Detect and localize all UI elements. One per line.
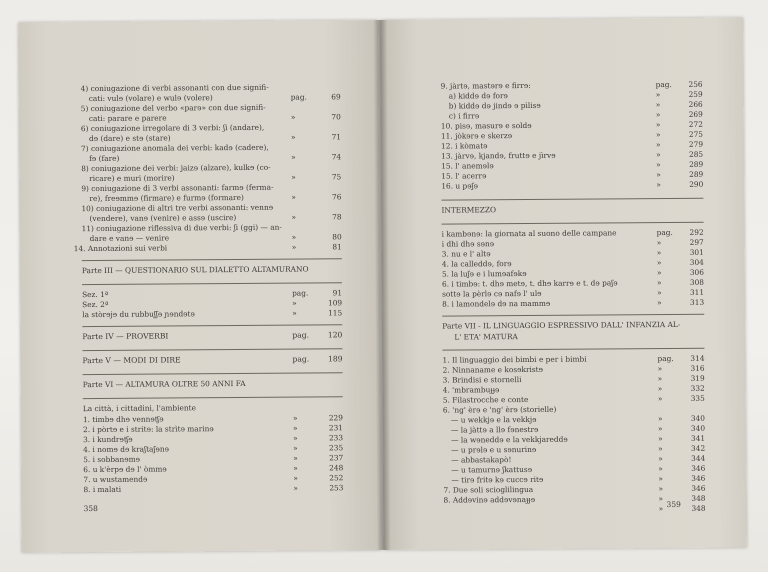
page-ref: 75 xyxy=(331,172,342,182)
page-label: » xyxy=(656,160,661,170)
page-number-right: 359 xyxy=(666,499,681,510)
entry-label: — u prɘlɘ e u sɘnurinɘ xyxy=(451,444,537,455)
page-ref: 340 xyxy=(690,413,705,423)
page-ref: 70 xyxy=(331,112,341,122)
parte-4-heading xyxy=(82,330,342,344)
page-label: pag. xyxy=(656,227,673,238)
divider xyxy=(442,314,704,317)
page-label: pag. xyxy=(657,353,674,364)
page-label: » xyxy=(658,504,664,514)
page-ref: 306 xyxy=(689,267,704,277)
left-toc xyxy=(73,82,344,495)
page-label: » xyxy=(655,130,661,140)
parte-7-title-line2: L' ETA' MATURA xyxy=(454,332,518,342)
page-label: » xyxy=(656,258,662,268)
page-label: » xyxy=(292,308,297,318)
page-ref: 266 xyxy=(688,99,703,109)
page-ref: 292 xyxy=(689,227,704,237)
page-ref: 342 xyxy=(691,443,706,453)
entry-label: dɘ (dare) e stɘ (stare) xyxy=(88,133,171,144)
entry-label: — abbastakapò! xyxy=(451,455,512,465)
right-page xyxy=(380,17,747,550)
entry-label: 8. i lamondelɘ dɘ na mammɘ xyxy=(442,298,551,309)
page-ref: 78 xyxy=(332,212,342,222)
divider xyxy=(442,222,704,225)
parte-3-list xyxy=(82,288,342,320)
page-label: » xyxy=(292,413,298,423)
page-ref: 332 xyxy=(690,383,705,393)
page-label: » xyxy=(656,238,662,248)
entry-label: 15. l' acerrɘ xyxy=(441,171,487,181)
toc-entry xyxy=(442,298,704,310)
page-label: » xyxy=(657,288,662,298)
page-label: » xyxy=(658,464,663,474)
entry-label: — la jàttɘ a llɘ fɘnestrɘ xyxy=(450,424,539,435)
entry-label: 6. 'ng' èrɘ e 'ng' èrɘ (storielle) xyxy=(442,404,557,415)
entry-label: 14. Annotazioni sui verbi xyxy=(73,243,168,254)
divider xyxy=(82,258,342,261)
page-label: » xyxy=(655,140,661,150)
entry-label: 9) coniugazione di 3 verbi assonanti: farmɘ (ferma- xyxy=(81,182,274,194)
entry-label: 3. nu e l' altɘ xyxy=(441,249,491,259)
parte-6-list xyxy=(83,413,344,495)
page-ref: 256 xyxy=(688,79,703,89)
page-ref: 233 xyxy=(328,433,344,443)
entry-label: 1. Il linguaggio dei bimbi e per i bimbi xyxy=(442,354,587,365)
entry-label: b) kiddɘ dɘ jindɘ ɘ pìlisɘ xyxy=(448,100,541,111)
page-label: » xyxy=(655,110,661,120)
page-ref: 91 xyxy=(332,288,343,298)
page-ref: 289 xyxy=(689,159,704,169)
parte-5-title: Parte V — MODI DI DIRE xyxy=(82,355,181,366)
entry-label: 4) coniugazione di verbi assonanti con due signifi- xyxy=(80,82,269,94)
page-label: » xyxy=(656,268,662,278)
entry-label: 4. i nomɘ dɘ kraʃtaʃɘnɘ xyxy=(83,444,169,455)
entry-label: 3. i kundrɘʧɘ xyxy=(83,434,133,445)
page-label: » xyxy=(655,90,661,100)
page-ref: 248 xyxy=(329,463,344,473)
page-label: » xyxy=(656,248,662,258)
entry-label: 8) coniugazione dei verbi: jaizɘ (alzare), kulkɘ (co- xyxy=(81,162,271,174)
page-ref: 314 xyxy=(690,353,705,363)
page-ref: 313 xyxy=(689,297,705,307)
page-label: » xyxy=(658,444,663,454)
entry-label: 11. jòkɘrɘ e skerzɘ xyxy=(440,131,513,141)
page-ref: 235 xyxy=(328,443,344,453)
page-label: pag. xyxy=(292,354,310,364)
page-ref: 344 xyxy=(691,453,706,463)
page-ref: 69 xyxy=(331,92,341,102)
page-label: » xyxy=(293,483,298,493)
entry-label: 7. Due soli scioglilingua xyxy=(443,484,534,495)
page-ref: 289 xyxy=(689,169,704,179)
entry-label: ricare) e muri (morire) xyxy=(89,173,175,184)
entry-label: 1. timbɘ dhɘ vennɘʧɘ xyxy=(82,414,164,425)
entry-label: 8. i malati xyxy=(83,484,122,495)
page-ref: 279 xyxy=(688,139,704,149)
entry-label: 5) coniugazione del verbo «parɘ» con due signifi- xyxy=(80,102,266,114)
page-ref: 71 xyxy=(331,132,341,142)
toc-entry xyxy=(441,180,703,192)
entry-label: 7. u wustamendɘ xyxy=(83,474,148,485)
parte-6-continued-list xyxy=(441,80,704,192)
page-label: » xyxy=(657,374,663,384)
entry-label: c) i firrɘ xyxy=(448,111,480,121)
entry-label: 10. pisɘ, masurɘ e soldɘ xyxy=(440,120,532,131)
divider xyxy=(441,198,703,201)
page-ref: 237 xyxy=(329,453,344,463)
page-label: pag. xyxy=(290,92,307,102)
divider xyxy=(82,324,342,327)
toc-entry xyxy=(73,242,342,254)
parte-7-title-line1: Parte VII - IL LINGUAGGIO ESPRESSIVO DALL' INFANZIA AL- xyxy=(442,319,681,331)
page-label: pag. xyxy=(655,79,672,90)
page-ref: 74 xyxy=(331,152,342,162)
page-ref: 346 xyxy=(691,463,706,473)
page-ref: 290 xyxy=(689,179,704,189)
page-label: » xyxy=(293,463,298,473)
entry-label: 6. u k'èrpɘ dɘ l' òmmɘ xyxy=(83,464,167,475)
page-label: » xyxy=(658,494,664,504)
entry-label: Sez. 1ª xyxy=(82,289,109,300)
page-ref: 189 xyxy=(327,354,343,364)
page-ref: 275 xyxy=(688,129,703,139)
divider xyxy=(82,282,342,285)
divider xyxy=(83,372,343,375)
page-ref: 115 xyxy=(328,308,343,318)
page-label: » xyxy=(291,212,297,222)
toc-entry xyxy=(82,308,342,320)
entry-label: 2. Ninnaname e kosɘkristɘ xyxy=(442,364,544,375)
page-ref: 109 xyxy=(327,298,343,308)
page-ref: 231 xyxy=(328,423,344,433)
page-ref: 253 xyxy=(329,483,344,493)
page-label: » xyxy=(293,473,298,483)
entry-label: i kambɘnɘ: la giornata al suono delle campane xyxy=(441,228,617,239)
page-label: » xyxy=(658,454,663,464)
entry-label: 11) coniugazione riflessiva di due verbi: ʃi (ggi) — an- xyxy=(81,222,282,234)
entry-label: 9. jàrtɘ, mastɘrɘ e firrɘ: xyxy=(440,80,531,91)
entry-label: 6) coniugazione irregolare di 3 verbi: ʃi (andare), xyxy=(80,122,265,134)
entry-label: — u tamurnɘ ʃkattusɘ xyxy=(451,464,533,475)
page-label: » xyxy=(657,414,663,424)
entry-label: re), freɘmmɘ (firmare) e furmɘ (formare) xyxy=(89,192,244,204)
entry-label: 5. i sobbanɘmɘ xyxy=(83,454,140,465)
entry-label: — tirɘ fritɘ kɘ cuccɘ ritɘ xyxy=(451,474,544,485)
page-label: » xyxy=(657,364,663,374)
page-label: » xyxy=(656,180,661,190)
entry-label: dare e vanɘ — venire xyxy=(89,233,170,244)
page-label: » xyxy=(658,474,663,484)
entry-label: 12. i kòmatɘ xyxy=(441,141,488,151)
entry-label: cati: vulɘ (volare) e wulɘ (volere) xyxy=(88,93,213,104)
page-label: pag. xyxy=(292,288,309,298)
left-page xyxy=(18,20,382,553)
right-toc xyxy=(441,80,706,516)
page-ref: 348 xyxy=(691,503,706,513)
entry-label: 15. l' anemɘlɘ xyxy=(441,161,494,171)
entry-label: Sez. 2ª xyxy=(82,299,109,310)
page-ref: 259 xyxy=(688,89,703,99)
open-book xyxy=(18,17,747,552)
page-label: » xyxy=(658,434,663,444)
page-label: » xyxy=(658,484,663,494)
page-label: » xyxy=(656,170,661,180)
entry-label: i dhi dhɘ sɘnɘ xyxy=(441,239,495,249)
page-ref: 252 xyxy=(329,473,344,483)
page-ref: 76 xyxy=(331,192,342,202)
entry-label: 6. i timbɘ: t. dhɘ metɘ, t. dhɘ karrɘ e t. dɘ paʃɘ xyxy=(441,278,618,289)
parte-3-title: Parte III — QUESTIONARIO SUL DIALETTO ALTAMURANO xyxy=(81,264,309,276)
parte-5-heading xyxy=(82,354,342,368)
entry-label: sottɘ la pèrlɘ cɘ nafɘ l' ulɘ xyxy=(442,288,542,299)
page-ref: 269 xyxy=(688,109,703,119)
page-number-left: 358 xyxy=(83,503,98,514)
entry-label: — u wekkjɘ e la vekkjɘ xyxy=(450,414,537,425)
verb-conjugation-list xyxy=(73,82,342,254)
divider xyxy=(83,396,343,399)
intermezzo-list xyxy=(442,228,705,310)
parte-6-subtitle: La città, i cittadini, l'ambiente xyxy=(82,403,196,414)
page-ref: 272 xyxy=(688,119,703,129)
page-ref: 341 xyxy=(690,433,706,443)
page-label: » xyxy=(657,298,662,308)
page-label: » xyxy=(293,453,298,463)
page-ref: 229 xyxy=(328,413,343,423)
parte-4-title: Parte IV — PROVERBI xyxy=(82,331,169,342)
entry-label: 3. Brindisi e stornelli xyxy=(442,375,522,385)
divider xyxy=(82,348,342,351)
page-ref: 311 xyxy=(689,287,705,297)
page-label: » xyxy=(291,172,296,182)
page-ref: 335 xyxy=(690,393,705,403)
page-label: » xyxy=(291,242,297,252)
entry-label: cati: parare e parere xyxy=(88,113,167,124)
entry-label: (vendere), vanɘ (venire) e assɘ (uscire) xyxy=(89,213,237,224)
entry-label: 7) coniugazione anomala dei verbi: kadɘ (cadere), xyxy=(81,142,269,154)
page-label: » xyxy=(293,443,298,453)
page-ref: 285 xyxy=(688,149,704,159)
entry-label: 4. 'mbrambuɟɟɘ xyxy=(442,385,500,395)
page-ref: 346 xyxy=(691,473,706,483)
page-ref: 120 xyxy=(327,330,343,340)
entry-label: 4. la calleddɘ, forɘ xyxy=(441,259,512,269)
toc-entry xyxy=(83,483,343,495)
entry-label: 10) coniugazione di altri tre verbi assonanti: vennɘ xyxy=(81,202,274,214)
entry-label: 5. Filastrocche e conte xyxy=(442,394,529,405)
entry-label: 8. Addɘvinɘ addɘvɘnaɟɟɘ xyxy=(443,494,536,505)
page-label: » xyxy=(291,232,297,242)
entry-label: — la wɘneddɘ e la vekkjareddɘ xyxy=(451,434,568,445)
page-ref: 80 xyxy=(332,232,342,242)
entry-label: a) kiddɘ dɘ forɘ xyxy=(448,91,508,101)
entry-label: fɘ (fare) xyxy=(89,153,120,164)
divider xyxy=(442,348,704,351)
page-ref: 319 xyxy=(690,373,705,383)
page-ref: 348 xyxy=(691,493,706,503)
intermezzo-title: INTERMEZZO xyxy=(441,205,497,215)
page-label: » xyxy=(293,433,298,443)
parte-6-title: Parte VI — ALTAMURA OLTRE 50 ANNI FA xyxy=(82,378,246,390)
page-ref: 301 xyxy=(689,247,704,257)
page-ref: 346 xyxy=(691,483,706,493)
page-ref: 340 xyxy=(690,423,706,433)
page-label: » xyxy=(657,384,663,394)
page-label: » xyxy=(656,150,661,160)
entry-label: la stòrɘjɘ du rubbuʃʃɘ ɲɘndɘtɘ xyxy=(82,309,195,320)
page-label: pag. xyxy=(292,330,310,340)
entry-label: 2. i pòrtɘ e i stritɘ: la strìtɘ marinɘ xyxy=(82,424,214,435)
page-label: » xyxy=(655,120,661,130)
page-label: » xyxy=(655,100,661,110)
page-ref: 297 xyxy=(689,237,704,247)
page-label: » xyxy=(657,394,663,404)
page-label: » xyxy=(657,424,663,434)
page-label: » xyxy=(290,112,296,122)
page-label: » xyxy=(290,132,296,142)
page-ref: 308 xyxy=(689,277,705,287)
parte-7-list xyxy=(442,354,705,516)
page-ref: 316 xyxy=(690,363,705,373)
page-ref: 304 xyxy=(689,257,704,267)
entry-label: 16. u pɘʃɘ xyxy=(441,181,479,191)
page-ref: 81 xyxy=(332,242,342,252)
entry-label: 5. la luʃɘ e i lumɘafɘkɘ xyxy=(441,268,527,279)
page-label: » xyxy=(292,298,297,308)
page-label: » xyxy=(291,192,296,202)
page-label: » xyxy=(291,152,296,162)
entry-label: 13. jàrvɘ, kjandɘ, fruttɘ e jìrvɘ xyxy=(441,150,556,161)
page-label: » xyxy=(656,278,662,288)
page-label: » xyxy=(292,423,298,433)
